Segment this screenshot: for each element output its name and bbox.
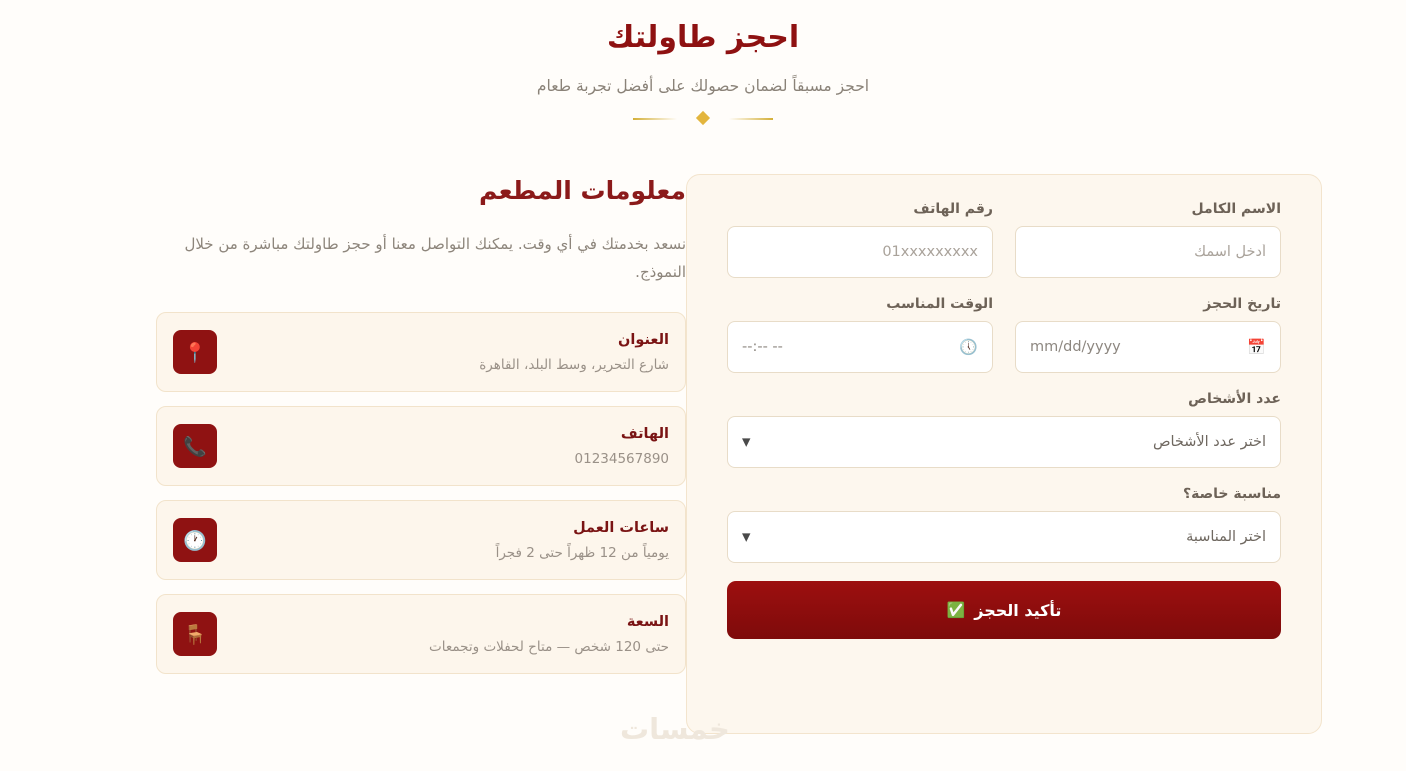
info-card-value: حتى 120 شخص — متاح لحفلات وتجمعات <box>429 638 669 655</box>
field-date <box>1015 296 1281 373</box>
info-card-value: شارع التحرير، وسط البلد، القاهرة <box>479 356 669 373</box>
chevron-down-icon: ▼ <box>742 530 751 544</box>
field-phone <box>727 201 993 278</box>
reservation-form-column <box>686 174 1322 734</box>
seat-icon: 🪑 <box>173 612 217 656</box>
check-badge-icon: ✅ <box>946 601 966 619</box>
divider-bar-right <box>729 118 773 120</box>
confirm-reservation-label: تأكيد الحجز <box>974 600 1062 620</box>
info-card-text <box>231 517 669 564</box>
time-input[interactable] <box>727 321 993 373</box>
label-date: تاريخ الحجز <box>1203 296 1281 312</box>
location-pin-icon: 📍 <box>173 330 217 374</box>
label-time: الوقت المناسب <box>886 296 993 312</box>
info-card-phone <box>156 406 686 486</box>
info-card-hours <box>156 500 686 580</box>
field-people-count <box>727 391 1281 468</box>
reservation-form-card <box>686 174 1322 734</box>
page-subtitle: احجز مسبقاً لضمان حصولك على أفضل تجربة طعام <box>536 77 870 95</box>
info-card-text <box>231 423 669 470</box>
info-card-label: السعة <box>626 613 669 630</box>
confirm-reservation-button[interactable] <box>727 581 1281 639</box>
restaurant-info-description: نسعد بخدمتك في أي وقت. يمكنك التواصل معنا أو حجز طاولتك مباشرة من خلال النموذج. <box>184 235 686 281</box>
main-content <box>0 174 1406 734</box>
divider-diamond-icon <box>696 111 710 125</box>
occasion-select[interactable] <box>727 511 1281 563</box>
restaurant-info-column <box>146 174 686 688</box>
ornamental-divider <box>633 112 773 126</box>
page-header <box>0 0 1406 126</box>
label-occasion: مناسبة خاصة؟ <box>1183 486 1281 502</box>
info-card-label: الهاتف <box>620 425 669 442</box>
info-card-capacity <box>156 594 686 674</box>
label-full-name: الاسم الكامل <box>1191 201 1281 217</box>
info-card-value: يومياً من 12 ظهراً حتى 2 فجراً <box>495 544 669 561</box>
phone-input[interactable] <box>727 226 993 278</box>
form-row-date-time <box>727 296 1281 391</box>
info-card-address <box>156 312 686 392</box>
field-full-name <box>1015 201 1281 278</box>
divider-bar-left <box>633 118 677 120</box>
info-card-value: 01234567890 <box>574 450 669 467</box>
clock-icon: 🕐 <box>173 518 217 562</box>
occasion-selected-value: اختر المناسبة <box>1186 529 1266 545</box>
form-row-name-phone <box>727 201 1281 296</box>
info-card-label: العنوان <box>618 331 669 348</box>
info-card-text <box>231 329 669 376</box>
calendar-icon[interactable]: 📅 <box>1247 338 1266 356</box>
restaurant-info-title: معلومات المطعم <box>479 176 686 205</box>
field-time <box>727 296 993 373</box>
full-name-input[interactable] <box>1015 226 1281 278</box>
field-occasion <box>727 486 1281 563</box>
time-placeholder-text: --:-- -- <box>742 339 783 355</box>
label-phone: رقم الهاتف <box>913 201 993 217</box>
clock-icon[interactable]: 🕔 <box>959 338 978 356</box>
date-input[interactable] <box>1015 321 1281 373</box>
watermark: خمسات <box>620 712 730 746</box>
info-card-label: ساعات العمل <box>573 519 669 536</box>
phone-icon: 📞 <box>173 424 217 468</box>
label-people-count: عدد الأشخاص <box>1188 391 1281 407</box>
chevron-down-icon: ▼ <box>742 435 751 449</box>
people-count-selected-value: اختر عدد الأشخاص <box>1152 434 1266 450</box>
page-title: احجز طاولتك <box>606 20 800 55</box>
date-placeholder-text: mm/dd/yyyy <box>1030 339 1121 355</box>
people-count-select[interactable] <box>727 416 1281 468</box>
info-card-text <box>231 611 669 658</box>
